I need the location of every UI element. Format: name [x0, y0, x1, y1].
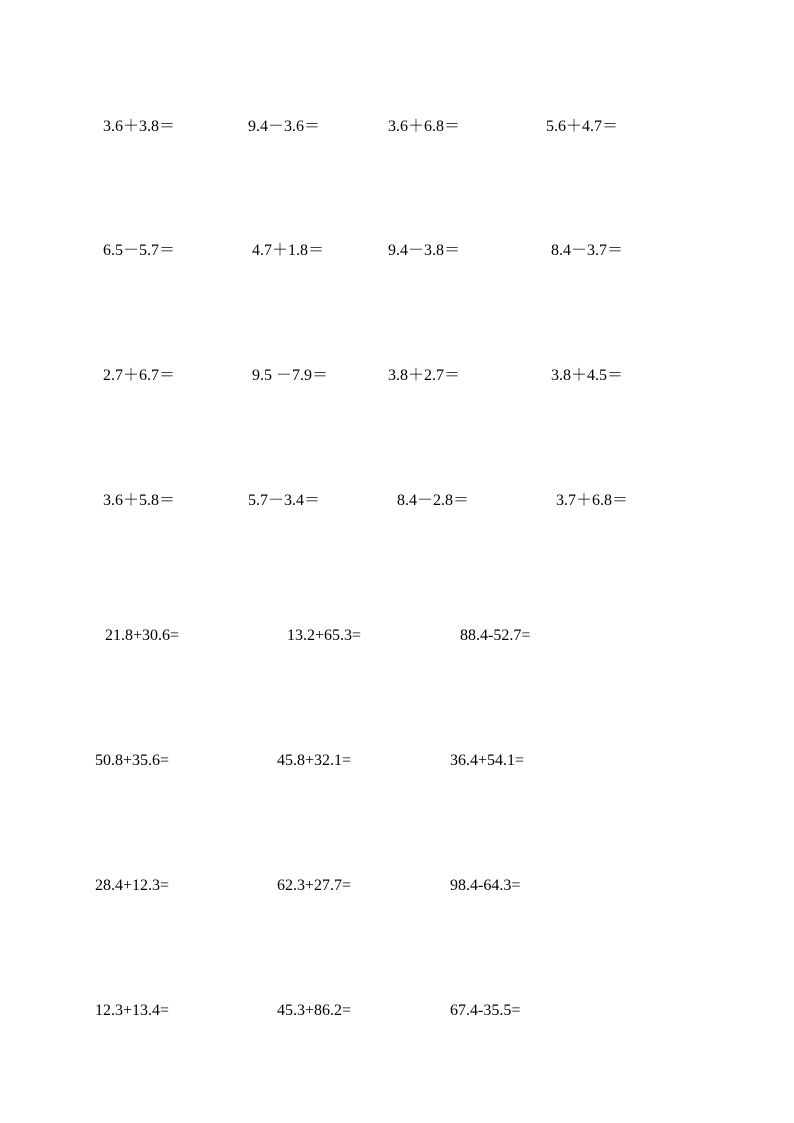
problem-r4-c4: 3.7＋6.8＝ — [556, 492, 629, 509]
problem-r6-c3: 36.4+54.1= — [450, 752, 525, 769]
problem-r1-c3: 3.6＋6.8＝ — [388, 118, 461, 135]
problem-r3-c2: 9.5 －7.9＝ — [252, 367, 329, 384]
problem-r1-c4: 5.6＋4.7＝ — [546, 118, 619, 135]
problem-r6-c2: 45.8+32.1= — [277, 752, 352, 769]
problem-r2-c1: 6.5－5.7＝ — [103, 242, 176, 259]
problem-r7-c3: 98.4-64.3= — [450, 877, 521, 894]
problem-r8-c1: 12.3+13.4= — [95, 1002, 170, 1019]
problem-r4-c3: 8.4－2.8＝ — [397, 492, 470, 509]
problem-r2-c3: 9.4－3.8＝ — [388, 242, 461, 259]
problem-r2-c4: 8.4－3.7＝ — [551, 242, 624, 259]
problem-r3-c4: 3.8＋4.5＝ — [551, 367, 624, 384]
problem-r3-c3: 3.8＋2.7＝ — [388, 367, 461, 384]
problem-r7-c2: 62.3+27.7= — [277, 877, 352, 894]
problem-r6-c1: 50.8+35.6= — [95, 752, 170, 769]
problem-r5-c2: 13.2+65.3= — [287, 627, 362, 644]
problem-r5-c3: 88.4-52.7= — [460, 627, 531, 644]
problem-r2-c2: 4.7＋1.8＝ — [252, 242, 325, 259]
problem-r1-c1: 3.6＋3.8＝ — [103, 118, 176, 135]
problem-r8-c3: 67.4-35.5= — [450, 1002, 521, 1019]
problem-r8-c2: 45.3+86.2= — [277, 1002, 352, 1019]
problem-r4-c1: 3.6＋5.8＝ — [103, 492, 176, 509]
problem-r5-c1: 21.8+30.6= — [105, 627, 180, 644]
problem-r7-c1: 28.4+12.3= — [95, 877, 170, 894]
problem-r3-c1: 2.7＋6.7＝ — [103, 367, 176, 384]
problem-r1-c2: 9.4－3.6＝ — [248, 118, 321, 135]
problem-r4-c2: 5.7－3.4＝ — [248, 492, 321, 509]
